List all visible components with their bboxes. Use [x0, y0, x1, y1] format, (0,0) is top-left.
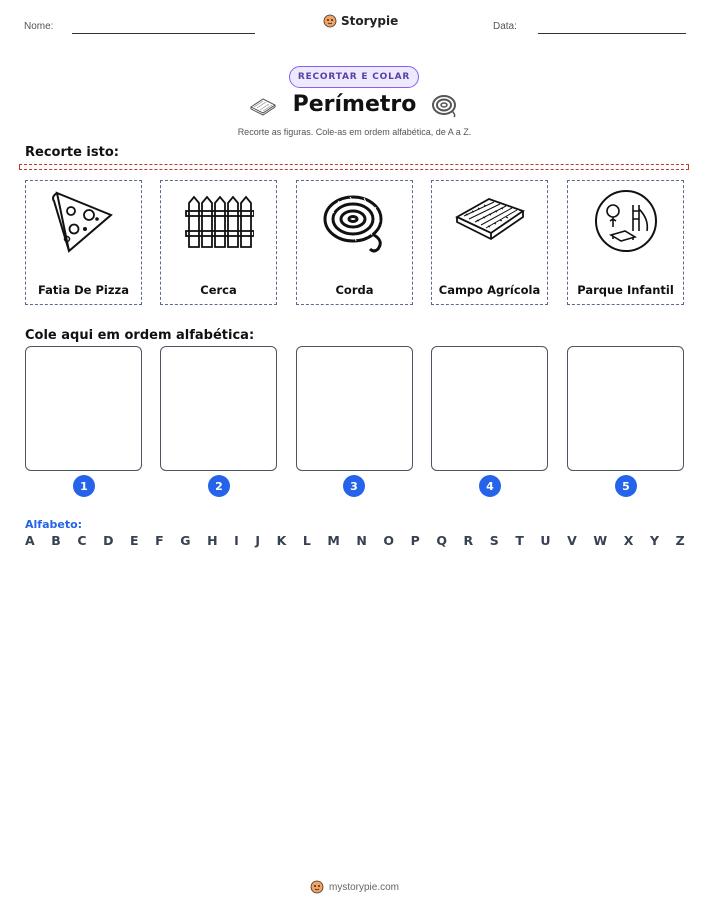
alphabet-letter: Q — [436, 533, 447, 548]
playground-icon — [591, 189, 661, 259]
farm-field-icon — [455, 189, 525, 259]
card-label: Campo Agrícola — [438, 283, 541, 297]
alphabet-letter: O — [383, 533, 395, 548]
fence-icon — [184, 189, 254, 259]
name-label: Nome: — [24, 21, 54, 32]
card-label: Fatia De Pizza — [37, 283, 129, 297]
alphabet-letter: B — [51, 533, 61, 548]
cut-card-rope[interactable] — [296, 180, 413, 305]
alphabet-letter: S — [489, 533, 499, 548]
slot-number-1: 1 — [73, 475, 95, 497]
card-label: Parque Infantil — [577, 283, 674, 297]
slot-number-2: 2 — [208, 475, 230, 497]
card-label: Cerca — [200, 283, 237, 297]
alphabet-letter: N — [356, 533, 367, 548]
paste-slot-2[interactable] — [160, 346, 277, 471]
paste-slot-4[interactable] — [431, 346, 548, 471]
slot-number-4: 4 — [479, 475, 501, 497]
slot-number-5: 5 — [615, 475, 637, 497]
alphabet-letter: V — [567, 533, 577, 548]
brand-logo — [323, 14, 398, 28]
footer-site[interactable]: mystorypie.com — [328, 881, 399, 893]
instructions: Recorte as figuras. Cole-as em ordem alfabética, de A a Z. — [237, 127, 472, 137]
cut-guide-line — [19, 164, 689, 170]
alphabet-letter: K — [276, 533, 287, 548]
cut-card-fence[interactable] — [160, 180, 277, 305]
date-label: Data: — [493, 21, 517, 32]
alphabet-letter: L — [302, 533, 311, 548]
page-title: Perímetro — [292, 92, 417, 117]
name-line[interactable] — [72, 33, 255, 34]
alphabet-letter: D — [103, 533, 114, 548]
alphabet-letter: E — [130, 533, 139, 548]
alphabet-letter: M — [327, 533, 340, 548]
pizza-slice-icon — [49, 189, 119, 259]
alphabet-letter: P — [410, 533, 420, 548]
alphabet-letter: A — [25, 533, 35, 548]
card-label: Corda — [335, 283, 374, 297]
storypie-mascot-icon — [310, 880, 324, 894]
alphabet-letter: I — [234, 533, 239, 548]
paste-slot-5[interactable] — [567, 346, 684, 471]
alphabet-letter: Z — [675, 533, 685, 548]
date-line[interactable] — [538, 33, 686, 34]
cut-section-label: Recorte isto: — [25, 145, 119, 160]
footer — [0, 880, 709, 894]
alphabet-letter: F — [155, 533, 164, 548]
cut-card-pizza[interactable] — [25, 180, 142, 305]
alphabet-letter: J — [255, 533, 260, 548]
alphabet-letter: H — [207, 533, 218, 548]
alphabet-row — [25, 533, 685, 548]
alphabet-letter: T — [515, 533, 524, 548]
alphabet-letter: G — [180, 533, 191, 548]
cut-card-playground[interactable] — [567, 180, 684, 305]
alphabet-letter: W — [593, 533, 608, 548]
slot-number-3: 3 — [343, 475, 365, 497]
alphabet-letter: Y — [649, 533, 659, 548]
rope-icon — [430, 93, 458, 119]
alphabet-letter: R — [463, 533, 474, 548]
paste-slot-1[interactable] — [25, 346, 142, 471]
paste-slot-3[interactable] — [296, 346, 413, 471]
alphabet-letter: U — [540, 533, 551, 548]
activity-badge: RECORTAR E COLAR — [289, 66, 419, 88]
paste-section-label: Cole aqui em ordem alfabética: — [25, 328, 255, 343]
alphabet-letter: C — [77, 533, 87, 548]
rope-icon — [320, 189, 390, 259]
brand-name: Storypie — [341, 14, 399, 28]
cut-card-farm-field[interactable] — [431, 180, 548, 305]
alphabet-letter: X — [623, 533, 634, 548]
storypie-mascot-icon — [323, 14, 337, 28]
alphabet-label: Alfabeto: — [25, 518, 83, 531]
